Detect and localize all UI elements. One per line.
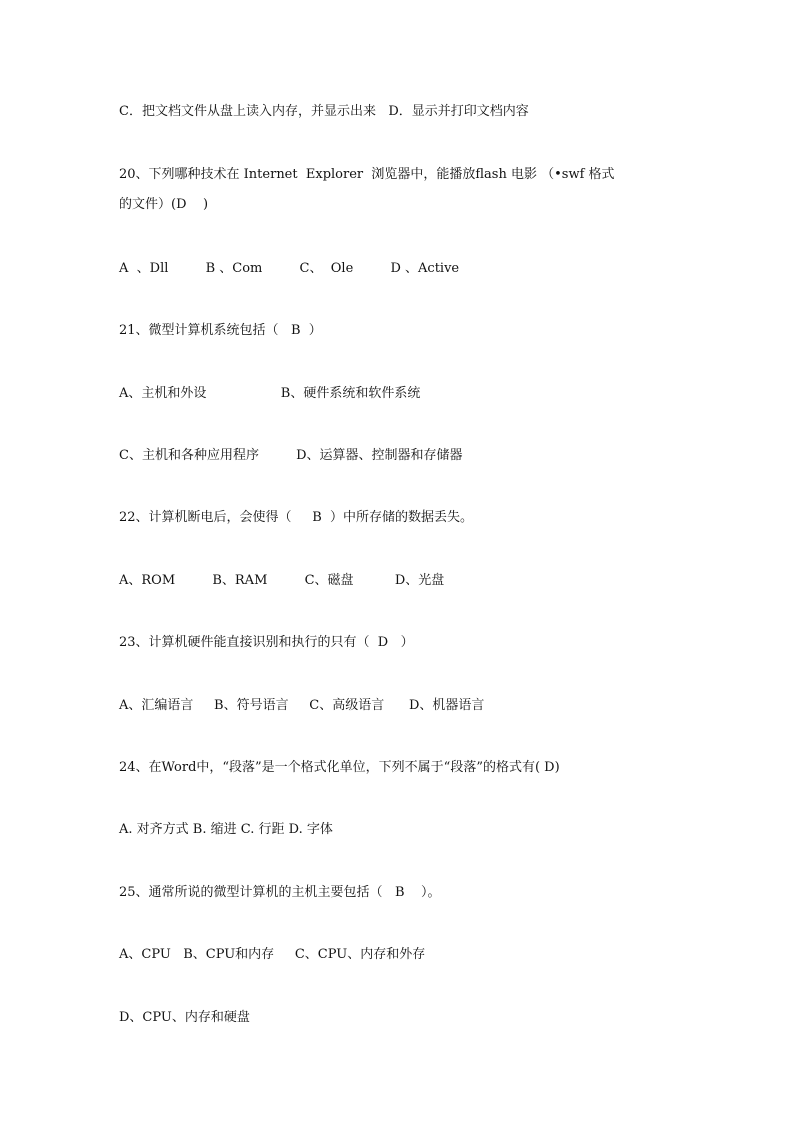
q24-options-line: A. 对齐方式 B. 缩进 C. 行距 D. 字体 bbox=[119, 822, 333, 837]
q20-question-line-2: 的文件）(D ) bbox=[119, 197, 209, 212]
q23-question: 23、计算机硬件能直接识别和执行的只有（ D ） bbox=[119, 635, 414, 650]
q21-options-line-1: A、主机和外设 B、硬件系统和软件系统 bbox=[119, 386, 421, 401]
q25-options-line-2: D、CPU、内存和硬盘 bbox=[119, 1010, 250, 1025]
q21-options-line-2: C、主机和各种应用程序 D、运算器、控制器和存储器 bbox=[119, 448, 463, 463]
q23-options-line: A、汇编语言 B、符号语言 C、高级语言 D、机器语言 bbox=[119, 698, 485, 713]
q22-options-line: A、ROM B、RAM C、磁盘 D、光盘 bbox=[119, 573, 445, 588]
q19-option-line-cd: C．把文档文件从盘上读入内存，并显示出来 D．显示并打印文档内容 bbox=[119, 104, 529, 119]
q20-options-line: A 、Dll B 、Com C、 Ole D 、Active bbox=[119, 261, 460, 276]
q24-question: 24、在Word中，“段落”是一个格式化单位，下列不属于“段落”的格式有( D) bbox=[119, 760, 560, 775]
q25-question: 25、通常所说的微型计算机的主机主要包括（ B ）。 bbox=[119, 885, 441, 900]
q21-question: 21、微型计算机系统包括（ B ） bbox=[119, 323, 322, 338]
q25-options-line-1: A、CPU B、CPU和内存 C、CPU、内存和外存 bbox=[119, 947, 426, 962]
q22-question: 22、计算机断电后，会使得（ B ）中所存储的数据丢失。 bbox=[119, 510, 474, 525]
q20-question-line-1: 20、下列哪种技术在 Internet Explorer 浏览器中，能播放flash 电影 （•swf 格式 bbox=[119, 167, 615, 182]
